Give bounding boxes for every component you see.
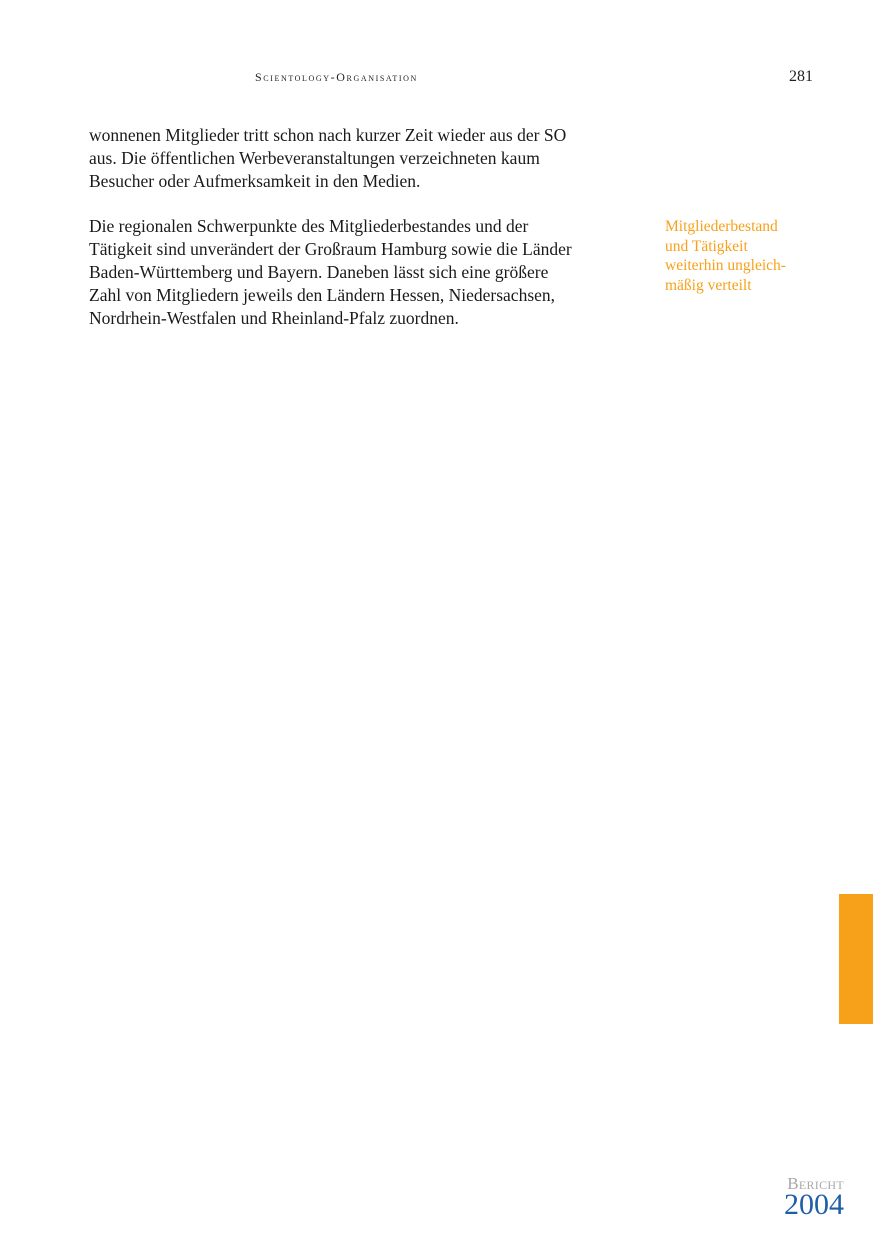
report-logo-year: 2004	[784, 1188, 844, 1221]
margin-note: Mitgliederbestand und Tätigkeit weiterhin ungleich- mäßig verteilt	[665, 218, 786, 294]
report-logo	[784, 1175, 844, 1220]
body-paragraph: Die regionalen Schwerpunkte des Mitgliederbestandes und der Tätigkeit sind unverändert der Großraum Hamburg sowie die Länder Baden-Württemberg und Bayern. Daneben lässt sich eine größere Zahl von Mitgliedern jeweils den Ländern Hessen, Niedersachsen, Nordrhein-Westfalen und Rheinland-Pfalz zuordnen.	[89, 216, 572, 328]
report-logo-word: Bericht	[787, 1174, 844, 1193]
body-paragraph: wonnenen Mitglieder tritt schon nach kurzer Zeit wieder aus der SO aus. Die öffentlichen Werbeveranstaltungen verzeichneten kaum Besucher oder Aufmerksamkeit in den Medien.	[89, 125, 567, 191]
main-text-column	[89, 124, 649, 352]
page-number: 281	[789, 68, 813, 85]
chapter-tab-marker	[839, 894, 873, 1024]
running-header-title: Scientology-Organisation	[255, 70, 418, 84]
